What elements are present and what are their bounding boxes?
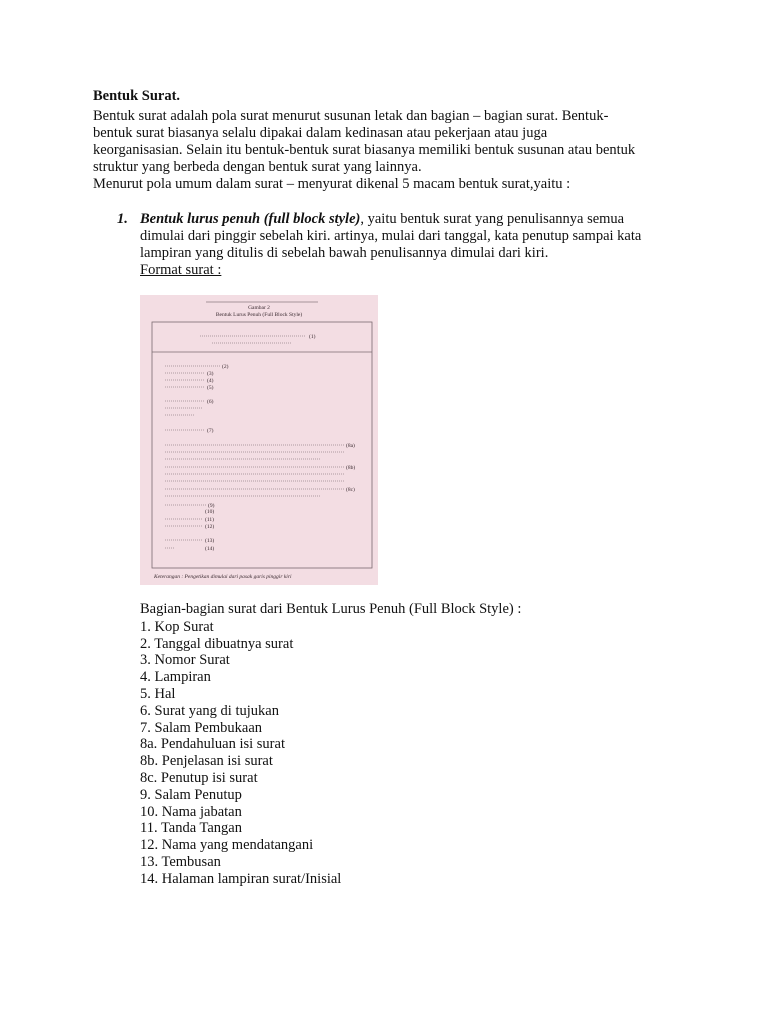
list-item: 5. Hal — [140, 685, 176, 702]
mark-13: (13) — [205, 538, 215, 544]
item-line-1-rest: , yaitu bentuk surat yang penulisannya semua — [360, 211, 625, 227]
list-item: 14. Halaman lampiran surat/Inisial — [140, 870, 342, 887]
list-item: 3. Nomor Surat — [140, 652, 230, 669]
list-item: 2. Tanggal dibuatnya surat — [140, 635, 294, 652]
item-line-1 — [140, 211, 641, 228]
intro-line: keorganisasian. Selain itu bentuk-bentuk surat biasanya memiliki bentuk susunan atau bentuk — [93, 142, 636, 158]
list-item: 12. Nama yang mendatangani — [140, 837, 314, 854]
item-text — [140, 211, 641, 279]
list-item: 1. Kop Surat — [140, 618, 214, 635]
item-number: 1. — [117, 211, 128, 227]
mark-2: (2) — [222, 364, 229, 370]
mark-3: (3) — [207, 371, 214, 377]
mark-4: (4) — [207, 378, 214, 384]
list-item: 10. Nama jabatan — [140, 803, 242, 820]
list-item: 4. Lampiran — [140, 669, 211, 686]
format-label: Format surat : — [140, 262, 222, 278]
item-title: Bentuk lurus penuh (full block style) — [140, 211, 361, 227]
figure-caption-1: Gambar 2 — [248, 305, 270, 311]
mark-12: (12) — [205, 524, 215, 530]
mark-11: (11) — [205, 517, 214, 523]
mark-9: (9) — [208, 503, 215, 509]
mark-8a: (8a) — [346, 443, 355, 449]
figure-drawing — [140, 295, 378, 585]
list-item: 9. Salam Penutup — [140, 786, 242, 803]
figure-caption-2: Bentuk Lurus Penuh (Full Block Style) — [215, 312, 303, 318]
section-heading: Bentuk Surat. — [93, 88, 181, 104]
mark-5: (5) — [207, 385, 214, 391]
parts-list-intro: Bagian-bagian surat dari Bentuk Lurus Penuh (Full Block Style) : — [140, 601, 522, 617]
mark-6: (6) — [207, 399, 214, 405]
mark-14: (14) — [205, 546, 215, 552]
item-line-2: dimulai dari pinggir sebelah kiri. artinya, mulai dari tanggal, kata penutup sampai kata — [140, 228, 642, 244]
intro-paragraph — [93, 108, 693, 193]
letter-format-figure — [140, 295, 378, 585]
mark-7: (7) — [207, 428, 214, 434]
list-item: 11. Tanda Tangan — [140, 820, 242, 837]
list-item: 8c. Penutup isi surat — [140, 769, 258, 786]
list-item: 6. Surat yang di tujukan — [140, 702, 279, 719]
intro-line: bentuk surat biasanya selalu dipakai dalam kedinasan atau pekerjaan atau juga — [93, 125, 548, 141]
list-item: 13. Tembusan — [140, 853, 221, 870]
parts-list — [140, 601, 521, 888]
figure-footnote: Keterangan : Pengetikan dimulai dari pasak garis pinggir kiri — [154, 574, 292, 580]
mark-8b: (8b) — [346, 465, 356, 471]
intro-line: Menurut pola umum dalam surat – menyurat dikenal 5 macam bentuk surat,yaitu : — [93, 176, 571, 192]
mark-1: (1) — [309, 334, 316, 340]
list-item: 8a. Pendahuluan isi surat — [140, 736, 285, 753]
list-item: 8b. Penjelasan isi surat — [140, 753, 273, 770]
intro-line: Bentuk surat adalah pola surat menurut susunan letak dan bagian – bagian surat. Bentuk- — [93, 108, 609, 124]
mark-10: (10) — [205, 509, 215, 515]
list-item: 7. Salam Pembukaan — [140, 719, 263, 736]
mark-8c: (8c) — [346, 487, 355, 493]
intro-line: struktur yang berbeda dengan bentuk surat yang lainnya. — [93, 159, 422, 175]
item-line-3: lampiran yang ditulis di sebelah bawah penulisannya dimulai dari kiri. — [140, 245, 549, 261]
